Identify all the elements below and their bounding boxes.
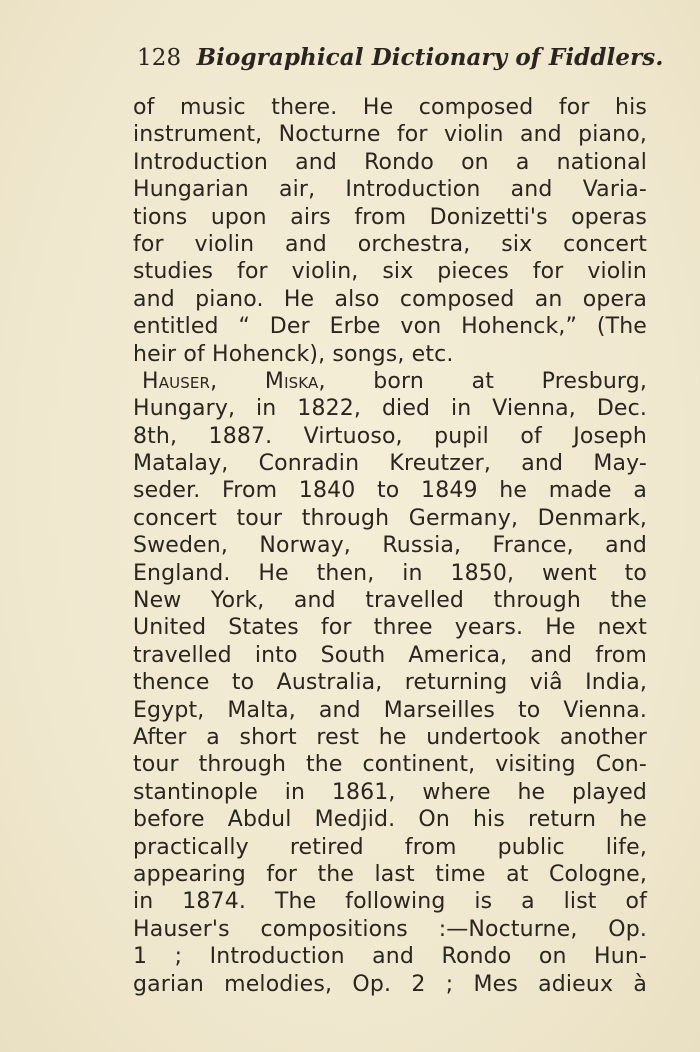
text-line: tions upon airs from Donizetti's operas bbox=[133, 204, 647, 230]
text-line: before Abdul Medjid. On his return he bbox=[133, 807, 647, 833]
text-line: Hungary, in 1822, died in Vienna, Dec. bbox=[133, 396, 647, 422]
text-line: travelled into South America, and from bbox=[133, 642, 647, 668]
text-line: stantinople in 1861, where he played bbox=[133, 779, 647, 805]
body-text bbox=[133, 94, 647, 998]
text-line: studies for violin, six pieces for violin bbox=[133, 259, 647, 285]
text-line: entitled “ Der Erbe von Hohenck,” (The bbox=[133, 314, 647, 340]
text-line: Sweden, Norway, Russia, France, and bbox=[133, 533, 647, 559]
text-line: tour through the continent, visiting Con- bbox=[133, 752, 647, 778]
text-line: in 1874. The following is a list of bbox=[133, 889, 647, 915]
text-line: Matalay, Conradin Kreutzer, and May- bbox=[133, 451, 647, 477]
entry-first-line-rest: born at Presburg, bbox=[325, 368, 647, 394]
text-line: Hauser's compositions :—Nocturne, Op. bbox=[133, 916, 647, 942]
text-line: concert tour through Germany, Denmark, bbox=[133, 505, 647, 531]
text-line: for violin and orchestra, six concert bbox=[133, 231, 647, 257]
entry-first-line bbox=[133, 368, 647, 395]
text-line: Introduction and Rondo on a national bbox=[133, 149, 647, 175]
text-line: thence to Australia, returning viâ India, bbox=[133, 670, 647, 696]
text-line: practically retired from public life, bbox=[133, 834, 647, 860]
text-line: After a short rest he undertook another bbox=[133, 724, 647, 750]
text-line: Egypt, Malta, and Marseilles to Vienna. bbox=[133, 697, 647, 723]
text-line: and piano. He also composed an opera bbox=[133, 286, 647, 312]
text-line: United States for three years. He next bbox=[133, 615, 647, 641]
running-title: Biographical Dictionary of Fiddlers. bbox=[196, 44, 664, 71]
running-head bbox=[137, 44, 663, 72]
text-line: of music there. He composed for his bbox=[133, 95, 647, 120]
text-line: garian melodies, Op. 2 ; Mes adieux à bbox=[133, 971, 647, 997]
text-line: instrument, Nocturne for violin and piano, bbox=[133, 122, 647, 148]
text-line: Hungarian air, Introduction and Varia- bbox=[133, 177, 647, 203]
page-number: 128 bbox=[137, 45, 182, 71]
text-line: New York, and travelled through the bbox=[133, 588, 647, 614]
text-line: seder. From 1840 to 1849 he made a bbox=[133, 478, 647, 504]
entry-name: Hauser, Miska, bbox=[142, 368, 326, 394]
text-line: 1 ; Introduction and Rondo on Hun- bbox=[133, 944, 647, 970]
text-line: heir of Hohenck), songs, etc. bbox=[133, 341, 454, 367]
text-line: England. He then, in 1850, went to bbox=[133, 560, 647, 586]
text-line: 8th, 1887. Virtuoso, pupil of Joseph bbox=[133, 423, 647, 449]
text-line: appearing for the last time at Cologne, bbox=[133, 861, 647, 887]
